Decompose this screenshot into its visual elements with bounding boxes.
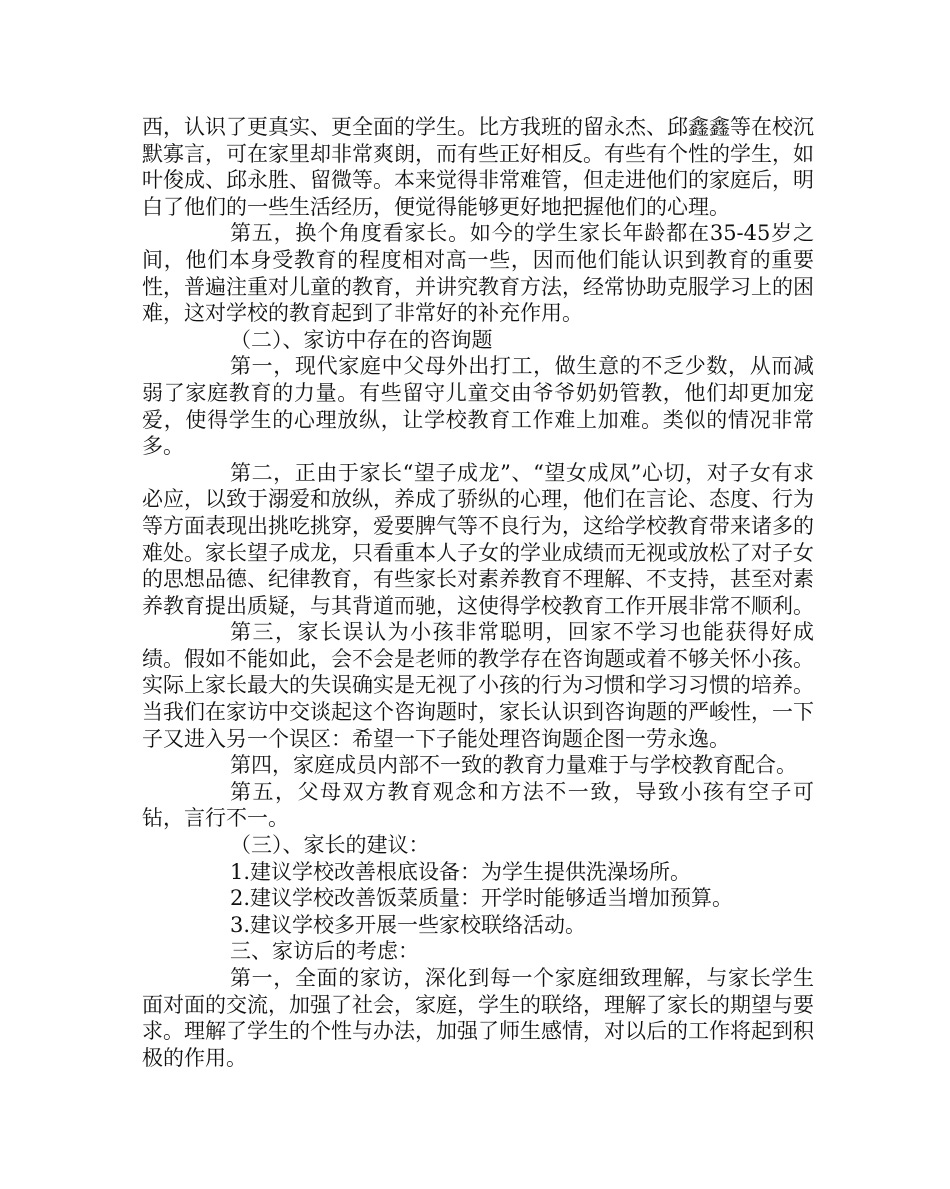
paragraph: 西，认识了更真实、更全面的学生。比方我班的留永杰、邱鑫鑫等在校沉默寡言，可在家里却非常爽朗，而有些正好相反。有些有个性的学生，如叶俊成、邱永胜、留微等。本来觉得非常难管，但走进他们的家庭后，明白了他们的一些生活经历，便觉得能够更好地把握他们的心理。: [142, 115, 814, 219]
list-item: 1.建议学校改善根底设备：为学生提供洗澡场所。: [230, 859, 692, 884]
list-item: 3.建议学校多开展一些家校联络活动。: [230, 912, 587, 937]
paragraph: 第二，正由于家长“望子成龙”、“望女成凤”心切，对子女有求必应，以致于溺爱和放纵，养成了骄纵的心理，他们在言论、态度、行为等方面表现出挑吃挑穿，爱要脾气等不良行为，这给学校教育带来诸多的难处。家长望子成龙，只看重本人子女的学业成绩而无视或放松了对子女的思想品德、纪律教育，有些家长对素养教育不理解、不支持，甚至对素养教育提出质疑，与其背道而驰，这使得学校教育工作开展非常不顺利。: [142, 460, 814, 618]
section-heading: （三）、家长的建议：: [230, 833, 430, 858]
section-heading: （二）、家访中存在的咨询题: [230, 327, 493, 352]
paragraph: 第五，父母双方教育观念和方法不一致，导致小孩有空子可钻，言行不一。: [142, 779, 814, 831]
list-item: 2.建议学校改善饭菜质量：开学时能够适当增加预算。: [230, 886, 734, 911]
paragraph: 第一，全面的家访，深化到每一个家庭细致理解，与家长学生面对面的交流，加强了社会，家庭，学生的联络，理解了家长的期望与要求。理解了学生的个性与办法，加强了师生感情，对以后的工作将起到积极的作用。: [142, 966, 814, 1070]
paragraph: 第四，家庭成员内部不一致的教育力量难于与学校教育配合。: [230, 753, 797, 778]
document-body: [142, 114, 814, 1071]
paragraph: 第五，换个角度看家长。如今的学生家长年龄都在35-45岁之间，他们本身受教育的程度相对高一些，因而他们能认识到教育的重要性，普遍注重对儿童的教育，并讲究教育方法，经常协助克服学习上的困难，这对学校的教育起到了非常好的补充作用。: [142, 221, 814, 326]
section-heading: 三、家访后的考虑：: [230, 939, 419, 964]
paragraph: 第三，家长误认为小孩非常聪明，回家不学习也能获得好成绩。假如不能如此，会不会是老师的教学存在咨询题或着不够关怀小孩。实际上家长最大的失误确实是无视了小孩的行为习惯和学习习惯的培养。当我们在家访中交谈起这个咨询题时，家长认识到咨询题的严峻性，一下子又进入另一个误区：希望一下子能处理咨询题企图一劳永逸。: [142, 620, 814, 751]
paragraph: 第一，现代家庭中父母外出打工，做生意的不乏少数，从而减弱了家庭教育的力量。有些留守儿童交由爷爷奶奶管教，他们却更加宠爱，使得学生的心理放纵，让学校教育工作难上加难。类似的情况非常多。: [142, 354, 814, 459]
